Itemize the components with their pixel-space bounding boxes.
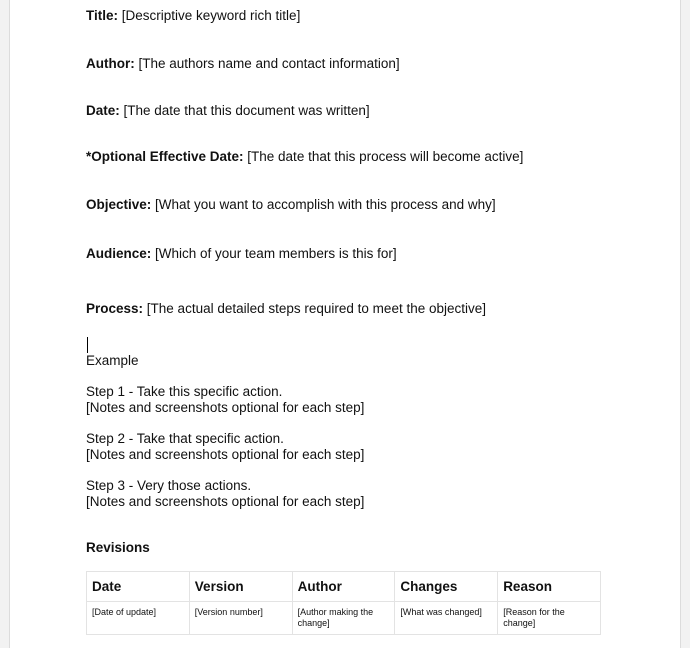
cell-changes[interactable]: [What was changed] xyxy=(395,602,498,635)
table-row xyxy=(87,602,601,635)
audience-field xyxy=(86,246,397,262)
title-field xyxy=(86,8,300,24)
field-value: [What you want to accomplish with this process and why] xyxy=(151,197,496,212)
header-reason: Reason xyxy=(498,572,601,602)
table-header-row xyxy=(87,572,601,602)
field-label: Date: xyxy=(86,103,120,118)
field-value: [The date that this document was written] xyxy=(119,103,370,118)
step-2-notes: [Notes and screenshots optional for each step] xyxy=(86,447,365,462)
step-3-notes: [Notes and screenshots optional for each step] xyxy=(86,494,365,509)
field-value: [Descriptive keyword rich title] xyxy=(118,8,301,23)
cell-reason[interactable]: [Reason for the change] xyxy=(498,602,601,635)
objective-field xyxy=(86,197,496,213)
cell-author[interactable]: [Author making the change] xyxy=(292,602,395,635)
date-field xyxy=(86,103,370,119)
cell-version[interactable]: [Version number] xyxy=(189,602,292,635)
field-label: Objective: xyxy=(86,197,152,212)
field-value: [The date that this process will become active] xyxy=(243,149,524,164)
header-version: Version xyxy=(189,572,292,602)
step-1-line: Step 1 - Take this specific action. xyxy=(86,384,283,399)
step-3-line: Step 3 - Very those actions. xyxy=(86,478,252,493)
field-label: Author: xyxy=(86,56,135,71)
header-date: Date xyxy=(87,572,190,602)
author-field xyxy=(86,56,400,72)
step-1-notes: [Notes and screenshots optional for each step] xyxy=(86,400,365,415)
field-value: [Which of your team members is this for] xyxy=(151,246,397,261)
field-label: Title: xyxy=(86,8,119,23)
example-heading: Example xyxy=(86,353,139,368)
effective-date-field xyxy=(86,149,523,165)
field-label: Process: xyxy=(86,301,144,316)
header-changes: Changes xyxy=(395,572,498,602)
field-label: *Optional Effective Date: xyxy=(86,149,244,164)
cell-date[interactable]: [Date of update] xyxy=(87,602,190,635)
field-value: [The actual detailed steps required to meet the objective] xyxy=(143,301,486,316)
document-page xyxy=(9,0,681,648)
field-value: [The authors name and contact information] xyxy=(134,56,400,71)
text-cursor xyxy=(87,337,88,353)
revisions-heading: Revisions xyxy=(86,540,150,555)
process-field xyxy=(86,301,486,317)
field-label: Audience: xyxy=(86,246,152,261)
header-author: Author xyxy=(292,572,395,602)
step-2-line: Step 2 - Take that specific action. xyxy=(86,431,284,446)
revisions-table xyxy=(86,571,601,635)
